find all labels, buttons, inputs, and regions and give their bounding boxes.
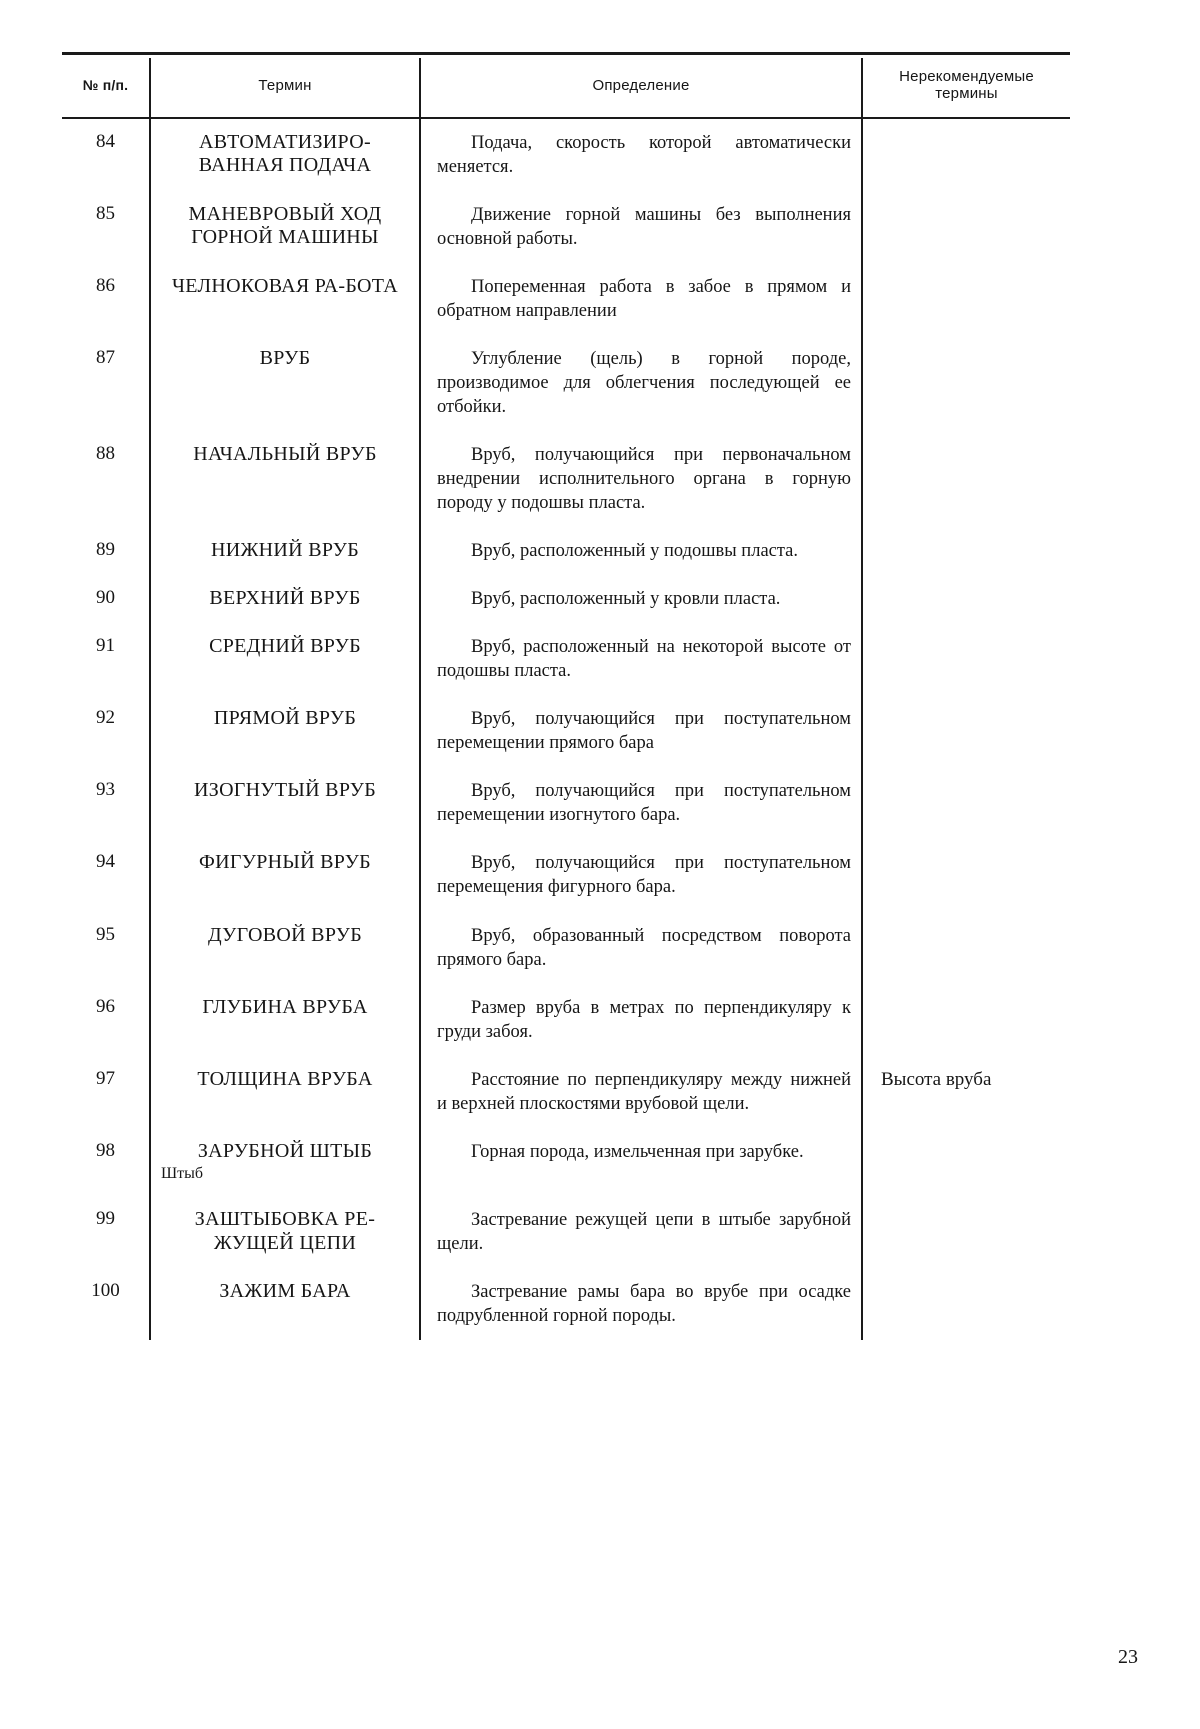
- row-definition: Вруб, расположенный на некоторой высоте от подошвы пласта.: [420, 623, 862, 695]
- row-term: ЗАШТЫБОВКА РЕ-ЖУЩЕЙ ЦЕПИ: [150, 1196, 420, 1268]
- row-not-recommended: [862, 984, 1070, 1056]
- row-term: ЗАЖИМ БАРА: [150, 1268, 420, 1340]
- row-term: СРЕДНИЙ ВРУБ: [150, 623, 420, 695]
- row-definition: Размер вруба в метрах по перпендикуляру к груди забоя.: [420, 984, 862, 1056]
- table-row: [62, 767, 1070, 839]
- table-row: [62, 119, 1070, 191]
- row-not-recommended: [862, 912, 1070, 984]
- row-term: ТОЛЩИНА ВРУБА: [150, 1056, 420, 1128]
- row-definition: Углубление (щель) в горной породе, производимое для облегчения последующей ее отбойки.: [420, 335, 862, 431]
- row-not-recommended: [862, 431, 1070, 527]
- row-number: 86: [62, 263, 150, 335]
- row-definition: Расстояние по перпендикуляру между нижней и верхней плоскостями врубовой щели.: [420, 1056, 862, 1128]
- row-definition: Вруб, расположенный у кровли пласта.: [420, 575, 862, 623]
- row-term: ЧЕЛНОКОВАЯ РА-БОТА: [150, 263, 420, 335]
- column-header-number: № п/п.: [62, 58, 150, 117]
- row-not-recommended: [862, 575, 1070, 623]
- table-row: [62, 1196, 1070, 1268]
- table-row: [62, 335, 1070, 431]
- table-header: [62, 58, 1070, 117]
- row-number: 100: [62, 1268, 150, 1340]
- column-header-not-recommended-line2: термины: [935, 85, 998, 103]
- row-number: 95: [62, 912, 150, 984]
- column-header-definition: Определение: [420, 58, 862, 117]
- row-definition: Вруб, расположенный у подошвы пласта.: [420, 527, 862, 575]
- row-not-recommended: [862, 335, 1070, 431]
- column-header-not-recommended: [862, 58, 1070, 117]
- row-definition: Вруб, получающийся при поступательном перемещения фигурного бара.: [420, 839, 862, 911]
- row-term: [150, 1128, 420, 1196]
- table-row: [62, 912, 1070, 984]
- table-row: [62, 623, 1070, 695]
- row-definition: Движение горной машины без выполнения основной работы.: [420, 191, 862, 263]
- table-row: [62, 984, 1070, 1056]
- row-number: 84: [62, 119, 150, 191]
- row-number: 94: [62, 839, 150, 911]
- row-not-recommended: [862, 1268, 1070, 1340]
- row-definition: Подача, скорость которой автоматически меняется.: [420, 119, 862, 191]
- table-row: [62, 1128, 1070, 1196]
- row-term: ИЗОГНУТЫЙ ВРУБ: [150, 767, 420, 839]
- row-definition: Вруб, получающийся при первоначальном внедрении исполнительного органа в горную породу у подошвы пласта.: [420, 431, 862, 527]
- table-row: [62, 1056, 1070, 1128]
- row-term: ГЛУБИНА ВРУБА: [150, 984, 420, 1056]
- table-row: [62, 575, 1070, 623]
- row-not-recommended: [862, 119, 1070, 191]
- table-row: [62, 1268, 1070, 1340]
- row-not-recommended: [862, 191, 1070, 263]
- table-row: [62, 527, 1070, 575]
- column-header-term: Термин: [150, 58, 420, 117]
- row-term-main: ЗАРУБНОЙ ШТЫБ: [197, 1139, 373, 1162]
- table-row: [62, 431, 1070, 527]
- row-definition: Горная порода, измельченная при зарубке.: [420, 1128, 862, 1196]
- row-term: НАЧАЛЬНЫЙ ВРУБ: [150, 431, 420, 527]
- row-not-recommended: [862, 1128, 1070, 1196]
- row-number: 91: [62, 623, 150, 695]
- row-number: 92: [62, 695, 150, 767]
- row-definition: Попеременная работа в забое в прямом и обратном направлении: [420, 263, 862, 335]
- row-number: 89: [62, 527, 150, 575]
- row-term: НИЖНИЙ ВРУБ: [150, 527, 420, 575]
- table-row: [62, 263, 1070, 335]
- row-definition: Застревание режущей цепи в штыбе зарубной щели.: [420, 1196, 862, 1268]
- table-sheet: [62, 52, 1070, 1340]
- row-term: ВРУБ: [150, 335, 420, 431]
- row-number: 97: [62, 1056, 150, 1128]
- row-term: АВТОМАТИЗИРО-ВАННАЯ ПОДАЧА: [150, 119, 420, 191]
- table-row: [62, 191, 1070, 263]
- row-number: 87: [62, 335, 150, 431]
- row-number: 98: [62, 1128, 150, 1196]
- row-term: ДУГОВОЙ ВРУБ: [150, 912, 420, 984]
- top-rule: [62, 52, 1070, 55]
- page-number: 23: [1118, 1646, 1138, 1668]
- column-header-not-recommended-line1: Нерекомендуемые: [899, 68, 1034, 85]
- row-definition: Вруб, образованный посредством поворота прямого бара.: [420, 912, 862, 984]
- terminology-table-body: [62, 119, 1070, 1341]
- row-number: 88: [62, 431, 150, 527]
- row-number: 96: [62, 984, 150, 1056]
- row-not-recommended: [862, 263, 1070, 335]
- row-not-recommended: [862, 695, 1070, 767]
- row-not-recommended: [862, 767, 1070, 839]
- table-row: [62, 839, 1070, 911]
- table-row: [62, 695, 1070, 767]
- row-not-recommended: Высота вруба: [881, 1068, 992, 1090]
- row-not-recommended: [862, 839, 1070, 911]
- row-number: 90: [62, 575, 150, 623]
- row-not-recommended: [862, 527, 1070, 575]
- row-number: 93: [62, 767, 150, 839]
- row-number: 99: [62, 1196, 150, 1268]
- row-term: МАНЕВРОВЫЙ ХОД ГОРНОЙ МАШИНЫ: [150, 191, 420, 263]
- row-definition: Вруб, получающийся при поступательном перемещении изогнутого бара.: [420, 767, 862, 839]
- row-term-subtext: Штыб: [161, 1165, 204, 1183]
- terminology-table: [62, 58, 1070, 117]
- row-term: ФИГУРНЫЙ ВРУБ: [150, 839, 420, 911]
- row-term: ПРЯМОЙ ВРУБ: [150, 695, 420, 767]
- row-not-recommended: [862, 623, 1070, 695]
- row-term: ВЕРХНИЙ ВРУБ: [150, 575, 420, 623]
- row-number: 85: [62, 191, 150, 263]
- row-not-recommended: [862, 1196, 1070, 1268]
- row-definition: Вруб, получающийся при поступательном перемещении прямого бара: [420, 695, 862, 767]
- row-definition: Застревание рамы бара во врубе при осадке подрубленной горной породы.: [420, 1268, 862, 1340]
